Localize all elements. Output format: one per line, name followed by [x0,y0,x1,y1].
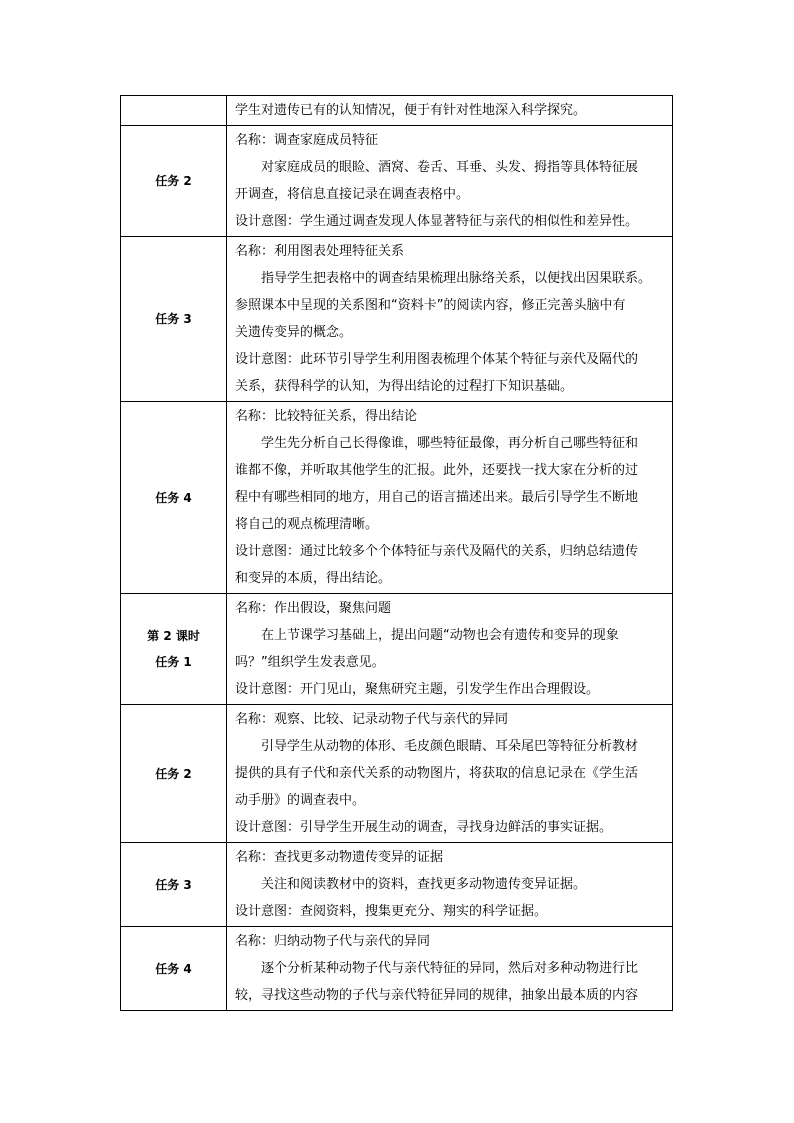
content-line: 学生对遗传已有的认知情况，便于有针对性地深入科学探究。 [235,103,587,118]
table-row [121,402,673,594]
content-line: 提供的具有子代和亲代关系的动物图片，将获取的信息记录在《学生活 [235,766,639,781]
task-label: 任务 4 [155,961,192,976]
lesson-plan-table [120,95,673,1011]
table-row [121,927,673,1011]
table-row [121,705,673,843]
task-label: 任务 2 [155,174,192,188]
task-label-cell [121,96,227,126]
content-line: 关遗传变异的概念。 [235,325,353,340]
table-row [121,126,673,237]
lesson-plan-body [121,96,673,1011]
content-line: 关系，获得科学的认知，为得出结论的过程打下知识基础。 [235,379,574,394]
task-content-cell [227,927,673,1011]
content-line: 在上节课学习基础上，提出问题“动物也会有遗传和变异的现象 [261,628,619,643]
task-content-cell [227,402,673,594]
task-label-cell [121,927,227,1011]
content-line: 设计意图：此环节引导学生利用图表梳理个体某个特征与亲代及隔代的 [235,352,639,367]
task-content-cell [227,96,673,126]
task-content-cell [227,126,673,237]
task-content-cell [227,594,673,705]
content-line: 学生先分析自己长得像谁，哪些特征最像，再分析自己哪些特征和 [261,436,639,451]
content-line: 参照课本中呈现的关系图和“资料卡”的阅读内容，修正完善头脑中有 [235,298,626,313]
task-label: 任务 1 [155,655,192,669]
content-line: 名称：调查家庭成员特征 [235,133,379,148]
task-label-cell [121,843,227,927]
content-line: 程中有哪些相同的地方，用自己的语言描述出来。最后引导学生不断地 [235,490,639,505]
content-line: 名称：比较特征关系，得出结论 [235,409,418,424]
content-line: 对家庭成员的眼睑、酒窝、卷舌、耳垂、头发、拇指等具体特征展 [261,160,639,175]
content-line: 名称：作出假设，聚焦问题 [235,601,392,616]
content-line: 名称：归纳动物子代与亲代的异同 [235,934,431,949]
task-label-cell [121,126,227,237]
content-line: 关注和阅读教材中的资料，查找更多动物遗传变异证据。 [261,877,587,892]
task-label: 任务 4 [155,490,192,505]
content-line: 逐个分析某种动物子代与亲代特征的异同，然后对多种动物进行比 [261,961,639,976]
content-line: 指导学生把表格中的调查结果梳理出脉络关系，以便找出因果联系。 [261,271,652,286]
content-line: 名称：观察、比较、记录动物子代与亲代的异同 [235,712,509,727]
content-line: 将自己的观点梳理清晰。 [235,517,379,532]
task-label-cell [121,402,227,594]
task-content-cell [227,843,673,927]
task-content-cell [227,705,673,843]
content-line: 吗？”组织学生发表意见。 [235,655,385,670]
task-label: 任务 2 [155,766,192,781]
content-line: 较，寻找这些动物的子代与亲代特征异同的规律，抽象出最本质的内容 [235,988,639,1003]
table-row [121,594,673,705]
content-line: 开调查，将信息直接记录在调查表格中。 [235,187,470,202]
task-label-cell [121,594,227,705]
content-line: 设计意图：通过比较多个个体特征与亲代及隔代的关系，归纳总结遗传 [235,544,639,559]
task-label-cell [121,705,227,843]
table-row [121,843,673,927]
content-line: 和变异的本质，得出结论。 [235,571,392,586]
content-line: 动手册》的调查表中。 [235,793,366,808]
content-line: 设计意图：查阅资料，搜集更充分、翔实的科学证据。 [235,904,548,919]
table-row [121,96,673,126]
task-label-cell [121,237,227,402]
content-line: 谁都不像，并听取其他学生的汇报。此外，还要找一找大家在分析的过 [235,463,639,478]
table-row [121,237,673,402]
content-line: 设计意图：引导学生开展生动的调查，寻找身边鲜活的事实证据。 [235,820,613,835]
content-line: 名称：利用图表处理特征关系 [235,244,405,259]
content-line: 设计意图：开门见山，聚焦研究主题，引发学生作出合理假设。 [235,682,600,697]
content-line: 名称：查找更多动物遗传变异的证据 [235,850,444,865]
task-label: 任务 3 [155,877,192,892]
task-label: 第 2 课时 [147,629,200,643]
task-label: 任务 3 [155,312,192,326]
content-line: 引导学生从动物的体形、毛皮颜色眼睛、耳朵尾巴等特征分析教材 [261,739,639,754]
content-line: 设计意图：学生通过调查发现人体显著特征与亲代的相似性和差异性。 [235,214,639,229]
task-content-cell [227,237,673,402]
